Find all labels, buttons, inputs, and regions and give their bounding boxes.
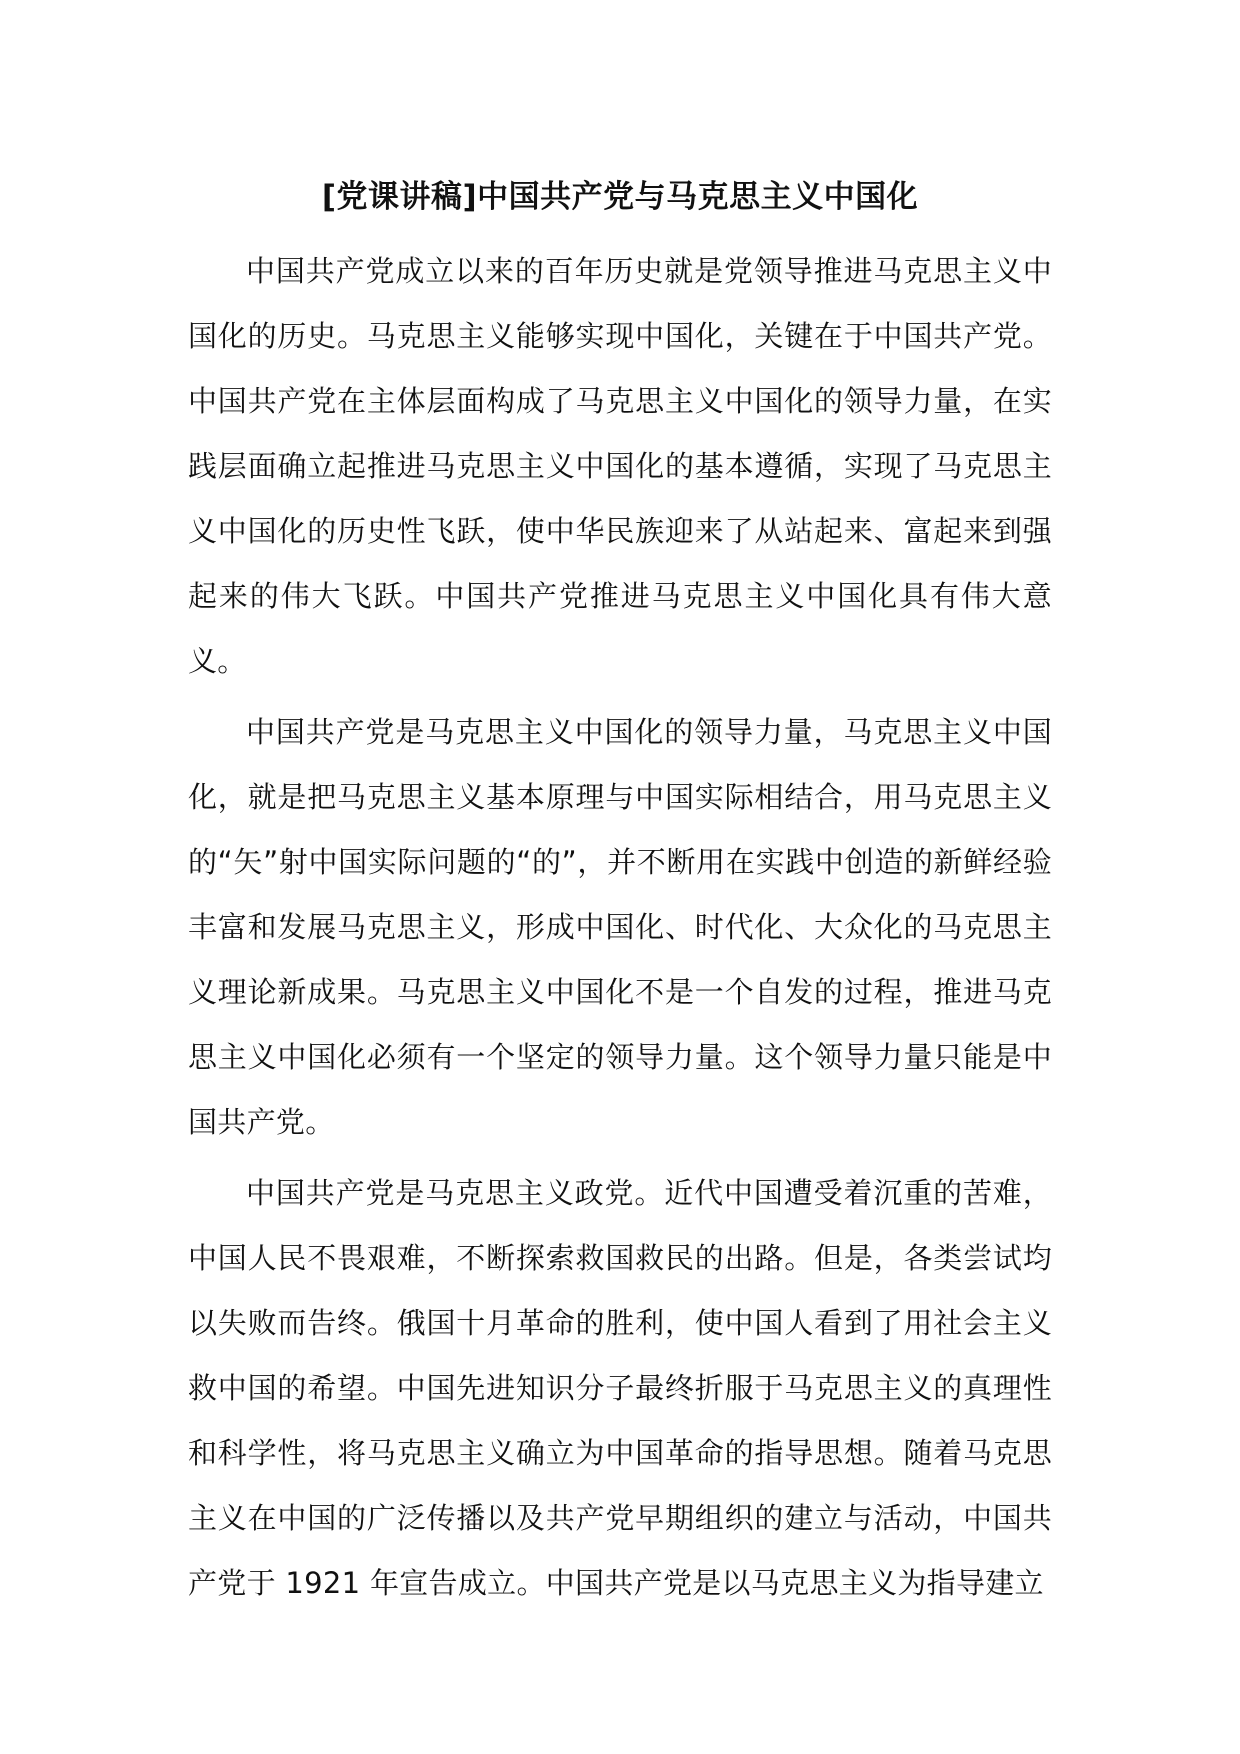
paragraph-1: 中国共产党成立以来的百年历史就是党领导推进马克思主义中国化的历史。马克思主义能够实现中国化，关键在于中国共产党。中国共产党在主体层面构成了马克思主义中国化的领导力量，在实践层面确立起推进马克思主义中国化的基本遵循，实现了马克思主义中国化的历史性飞跃，使中华民族迎来了从站起来、富起来到强起来的伟大飞跃。中国共产党推进马克思主义中国化具有伟大意义。	[188, 254, 1052, 678]
paragraph-2: 中国共产党是马克思主义中国化的领导力量，马克思主义中国化，就是把马克思主义基本原理与中国实际相结合，用马克思主义的“矢”射中国实际问题的“的”，并不断用在实践中创造的新鲜经验丰富和发展马克思主义，形成中国化、时代化、大众化的马克思主义理论新成果。马克思主义中国化不是一个自发的过程，推进马克思主义中国化必须有一个坚定的领导力量。这个领导力量只能是中国共产党。	[188, 715, 1052, 1139]
document-title: [党课讲稿]中国共产党与马克思主义中国化	[321, 179, 919, 215]
document-body	[188, 239, 1052, 1622]
paragraph-3: 中国共产党是马克思主义政党。近代中国遭受着沉重的苦难，中国人民不畏艰难，不断探索救国救民的出路。但是，各类尝试均以失败而告终。俄国十月革命的胜利，使中国人看到了用社会主义救中国的希望。中国先进知识分子最终折服于马克思主义的真理性和科学性，将马克思主义确立为中国革命的指导思想。随着马克思主义在中国的广泛传播以及共产党早期组织的建立与活动，中国共产党于 1921 年宣告成立。中国共产党是以马克思主义为指导建立	[188, 1176, 1052, 1600]
